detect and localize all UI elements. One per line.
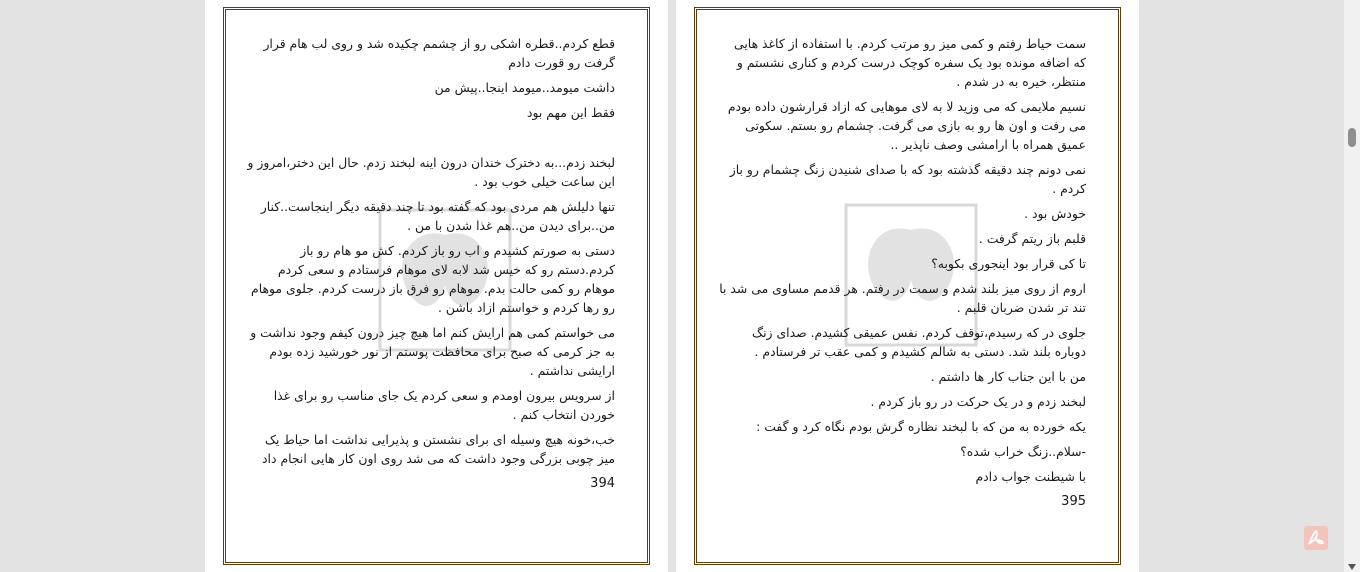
paragraph: قطع کردم..قطره اشکی رو از چشمم چکیده شد و روی لب هام قرار گرفت رو قورت دادم [263,36,615,70]
paragraph: جلوی در که رسیدم،توقف کردم. نفس عمیقی کشیدم. صدای زنگ دوباره بلند شد. دستی به شالم کشیدم و کمی عقب تر فرستادم . [752,325,1086,359]
paragraph: -سلام..زنگ خراب شده؟ [960,444,1086,459]
page-394 [205,0,668,572]
paragraph: خودش بود . [1024,206,1086,221]
paragraph: خب،خونه هیچ وسیله ای برای نشستن و پذیرایی نداشت اما حیاط یک میز چوبی بزرگی وجود داشت که می شد روی اون کار هایی انجام داد [262,432,615,466]
paragraph: می خواستم کمی هم ارایش کنم اما هیچ چیز درون کیفم وجود نداشت و به جز کرمی که صبح برای محافظت پوستم از نور خورشید زده بودم ارایشی نداشتم . [250,325,615,378]
paragraph: فقط این مهم بود [526,105,615,120]
page-number: 394 [590,476,615,491]
page-number: 395 [1061,494,1086,509]
paragraph: یکه خورده به من که با لبخند نظاره گرش بودم نگاه کرد و گفت : [756,419,1086,434]
paragraph: لبخند زدم...به دخترک خندان درون اینه لبخند زدم. حال این دختر،امروز و این ساعت خیلی خوب بود . [247,155,615,189]
blank-line [247,128,615,153]
page-395 [676,0,1139,572]
paragraph: لبخند زدم و در یک حرکت در رو باز کردم . [870,394,1086,409]
paragraph: سمت حیاط رفتم و کمی میز رو مرتب کردم. با استفاده از کاغذ هایی که اضافه مونده بود یک سفره کوچک درست کردم و کناری نشستم و منتظر، خیره به در شدم . [734,36,1086,89]
paragraph: دستی به صورتم کشیدم و اب رو باز کردم. کش مو هام رو باز کردم.دستم رو که خیس شد لابه لای موهام فرستادم و سعی کردم موهام رو کمی حالت بدم. موهام رو فرق باز درست کردم. جلوی موهام رو رها کردم و خواستم ازاد باشن . [251,243,615,315]
pdf-button[interactable] [1304,526,1328,550]
paragraph: اروم از روی میز بلند شدم و سمت در رفتم. هر قدمم مساوی می شد با تند تر شدن ضربان قلبم . [719,281,1086,315]
paragraph: با شیطنت جواب دادم [975,469,1086,484]
paragraph: نمی دونم چند دقیقه گذشته بود که با صدای شنیدن زنگ چشمام رو باز کردم . [729,162,1086,196]
vertical-scrollbar[interactable] [1344,0,1360,572]
paragraph: من با این جناب کار ها داشتم . [930,369,1086,384]
arrow-down-icon[interactable] [1348,564,1356,570]
paragraph: نسیم ملایمی که می وزید لا به لای موهایی که ازاد قرارشون داده بودم می رفت و اون ها رو به بازی می گرفت. چشمام رو بستم. سکوتی عمیق همراه با ارامشی وصف ناپذیر .. [727,99,1086,152]
paragraph: از سرویس بیرون اومدم و سعی کردم یک جای مناسب رو برای غذا خوردن انتخاب کنم . [273,388,615,422]
paragraph: قلبم باز ریتم گرفت . [978,231,1086,246]
page-text [247,34,615,493]
page-text [718,34,1086,511]
pdf-icon [1304,526,1328,550]
scrollbar-thumb[interactable] [1348,128,1356,147]
paragraph: تا کی قرار بود اینجوری بکوبه؟ [931,256,1086,271]
paragraph: تنها دلیلش هم مردی بود که گفته بود تا چند دقیقه دیگر اینجاست..کنار من..برای دیدن من..هم غذا شدن با من . [260,199,615,233]
paragraph: داشت میومد..میومد اینجا..پیش من [434,80,615,95]
